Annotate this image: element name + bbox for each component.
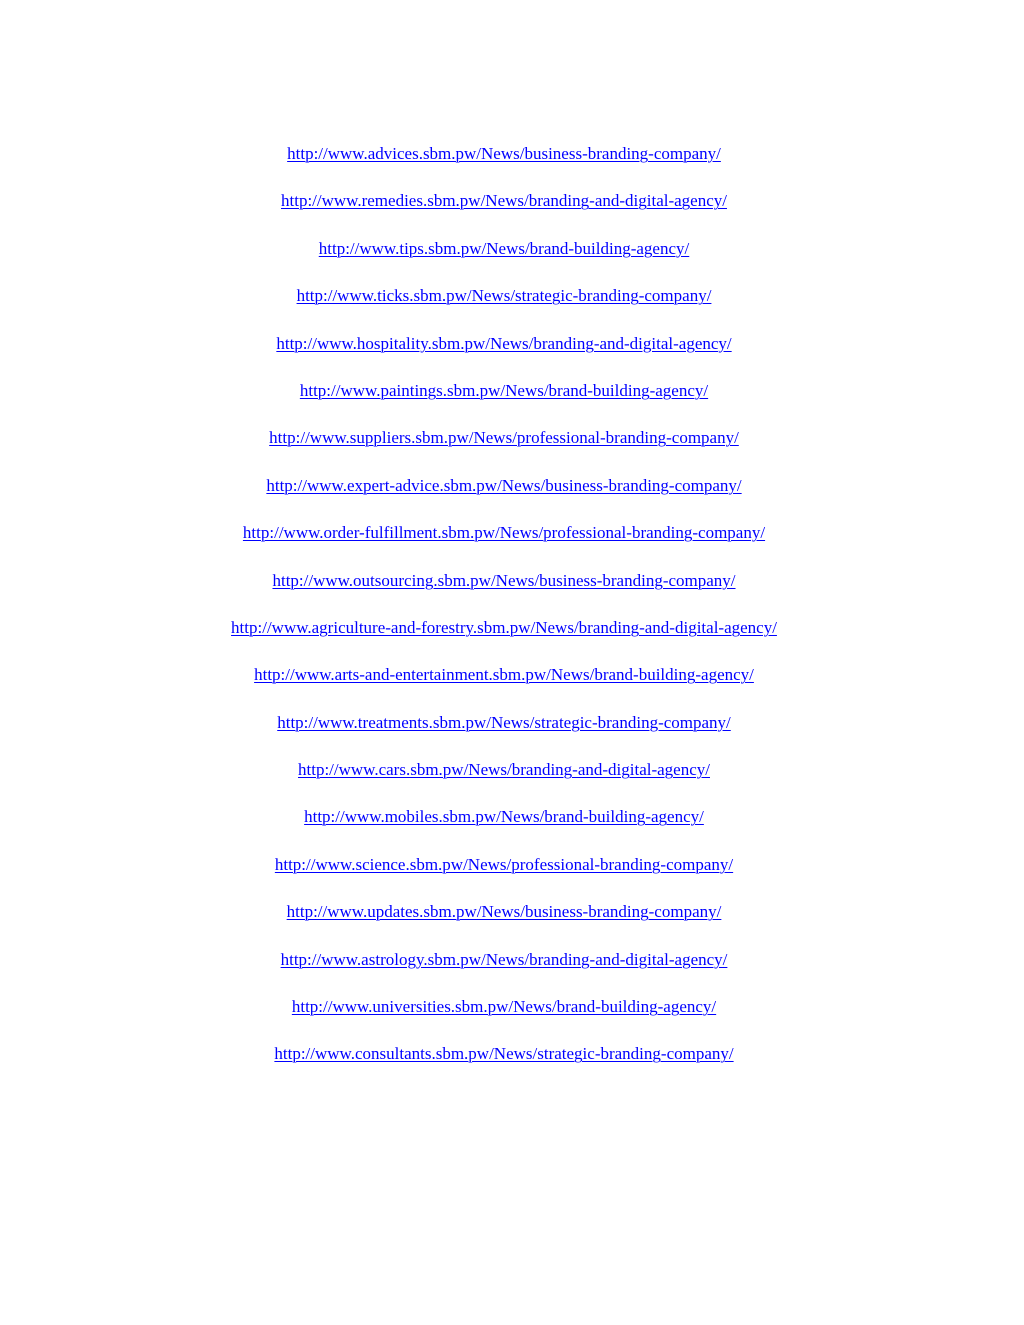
url-link[interactable]: http://www.astrology.sbm.pw/News/branding-and-digital-agency/ bbox=[280, 949, 728, 969]
url-link[interactable]: http://www.remedies.sbm.pw/News/branding-and-digital-agency/ bbox=[281, 191, 727, 211]
link-list-item bbox=[0, 474, 1008, 521]
url-link[interactable]: http://www.agriculture-and-forestry.sbm.pw/News/branding-and-digital-agency/ bbox=[231, 617, 777, 637]
url-link[interactable]: http://www.hospitality.sbm.pw/News/branding-and-digital-agency/ bbox=[276, 333, 732, 353]
url-link[interactable]: http://www.arts-and-entertainment.sbm.pw/News/brand-building-agency/ bbox=[254, 665, 754, 685]
url-link[interactable]: http://www.order-fulfillment.sbm.pw/News/professional-branding-company/ bbox=[242, 523, 766, 543]
link-list-item bbox=[0, 142, 1008, 189]
url-link[interactable]: http://www.consultants.sbm.pw/News/strategic-branding-company/ bbox=[274, 1044, 734, 1064]
url-link[interactable]: http://www.treatments.sbm.pw/News/strategic-branding-company/ bbox=[277, 712, 731, 732]
url-link[interactable]: http://www.paintings.sbm.pw/News/brand-building-agency/ bbox=[299, 380, 709, 400]
link-list-item bbox=[0, 426, 1008, 473]
link-list-item bbox=[0, 521, 1008, 568]
link-list-item bbox=[0, 995, 1008, 1042]
url-link[interactable]: http://www.tips.sbm.pw/News/brand-building-agency/ bbox=[318, 238, 690, 258]
link-list-item bbox=[0, 853, 1008, 900]
url-link[interactable]: http://www.outsourcing.sbm.pw/News/business-branding-company/ bbox=[272, 570, 736, 590]
link-list-item bbox=[0, 284, 1008, 331]
url-link[interactable]: http://www.universities.sbm.pw/News/brand-building-agency/ bbox=[291, 997, 717, 1017]
link-list-item bbox=[0, 805, 1008, 852]
link-list-item bbox=[0, 237, 1008, 284]
link-list-item bbox=[0, 1042, 1008, 1089]
link-list bbox=[0, 142, 1008, 1090]
url-link[interactable]: http://www.advices.sbm.pw/News/business-branding-company/ bbox=[287, 144, 721, 163]
link-list-item bbox=[0, 616, 1008, 663]
link-list-item bbox=[0, 711, 1008, 758]
url-link[interactable]: http://www.suppliers.sbm.pw/News/professional-branding-company/ bbox=[269, 428, 739, 448]
link-list-item bbox=[0, 379, 1008, 426]
link-list-item bbox=[0, 569, 1008, 616]
link-list-item bbox=[0, 332, 1008, 379]
link-list-item bbox=[0, 663, 1008, 710]
url-link[interactable]: http://www.cars.sbm.pw/News/branding-and-digital-agency/ bbox=[298, 760, 710, 780]
link-list-item bbox=[0, 948, 1008, 995]
url-link[interactable]: http://www.expert-advice.sbm.pw/News/business-branding-company/ bbox=[266, 475, 742, 495]
link-list-item bbox=[0, 189, 1008, 236]
url-link[interactable]: http://www.ticks.sbm.pw/News/strategic-branding-company/ bbox=[296, 286, 712, 306]
url-link[interactable]: http://www.science.sbm.pw/News/professional-branding-company/ bbox=[274, 854, 734, 874]
link-list-item bbox=[0, 900, 1008, 947]
url-link[interactable]: http://www.mobiles.sbm.pw/News/brand-building-agency/ bbox=[304, 807, 704, 827]
url-link[interactable]: http://www.updates.sbm.pw/News/business-branding-company/ bbox=[286, 902, 722, 922]
link-list-item bbox=[0, 758, 1008, 805]
